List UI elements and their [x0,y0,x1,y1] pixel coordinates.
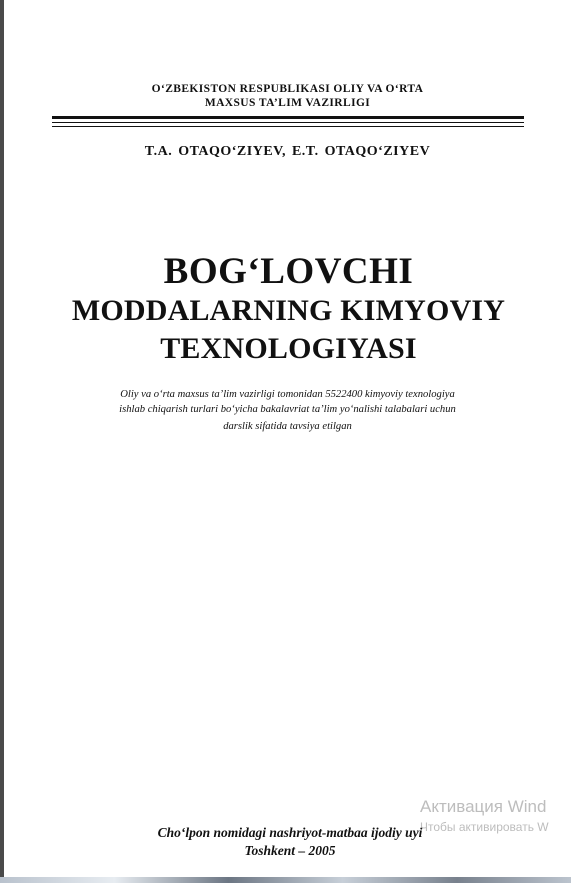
windows-activation-watermark [420,797,571,834]
taskbar-edge [0,877,571,883]
header-rule-thin [52,122,524,123]
approval-note-line-2: ishlab chiqarish turlari bo‘yicha bakalavriat ta’lim yo‘nalishi talabalari uchun [119,404,456,415]
authors: T.A. OTAQO‘ZIYEV, E.T. OTAQO‘ZIYEV [144,144,431,159]
watermark-line-2: Чтобы активировать W [420,820,549,834]
approval-note-line-1: Oliy va o‘rta maxsus ta’lim vazirligi tomonidan 5522400 kimyoviy texnologiya [120,389,455,400]
watermark-line-1: Активация Wind [420,797,547,816]
title-line-3: TEXNOLOGIYASI [160,332,417,365]
title-line-2: MODDALARNING KIMYOVIY [71,294,506,327]
city-year: Toshkent – 2005 [244,843,336,858]
header-rule-thick [52,116,524,119]
title-line-1: BOG‘LOVCHI [163,251,414,292]
page-left-edge [0,0,4,883]
ministry-line-1: O‘ZBEKISTON RESPUBLIKASI OLIY VA O‘RTA [151,83,424,95]
header-rule-thin-2 [52,126,524,127]
approval-note-line-3: darslik sifatida tavsiya etilgan [223,421,352,432]
publisher: Cho‘lpon nomidagi nashriyot-matbaa ijodiy uyi [157,825,423,840]
ministry-line-2: MAXSUS TA’LIM VAZIRLIGI [204,97,371,109]
